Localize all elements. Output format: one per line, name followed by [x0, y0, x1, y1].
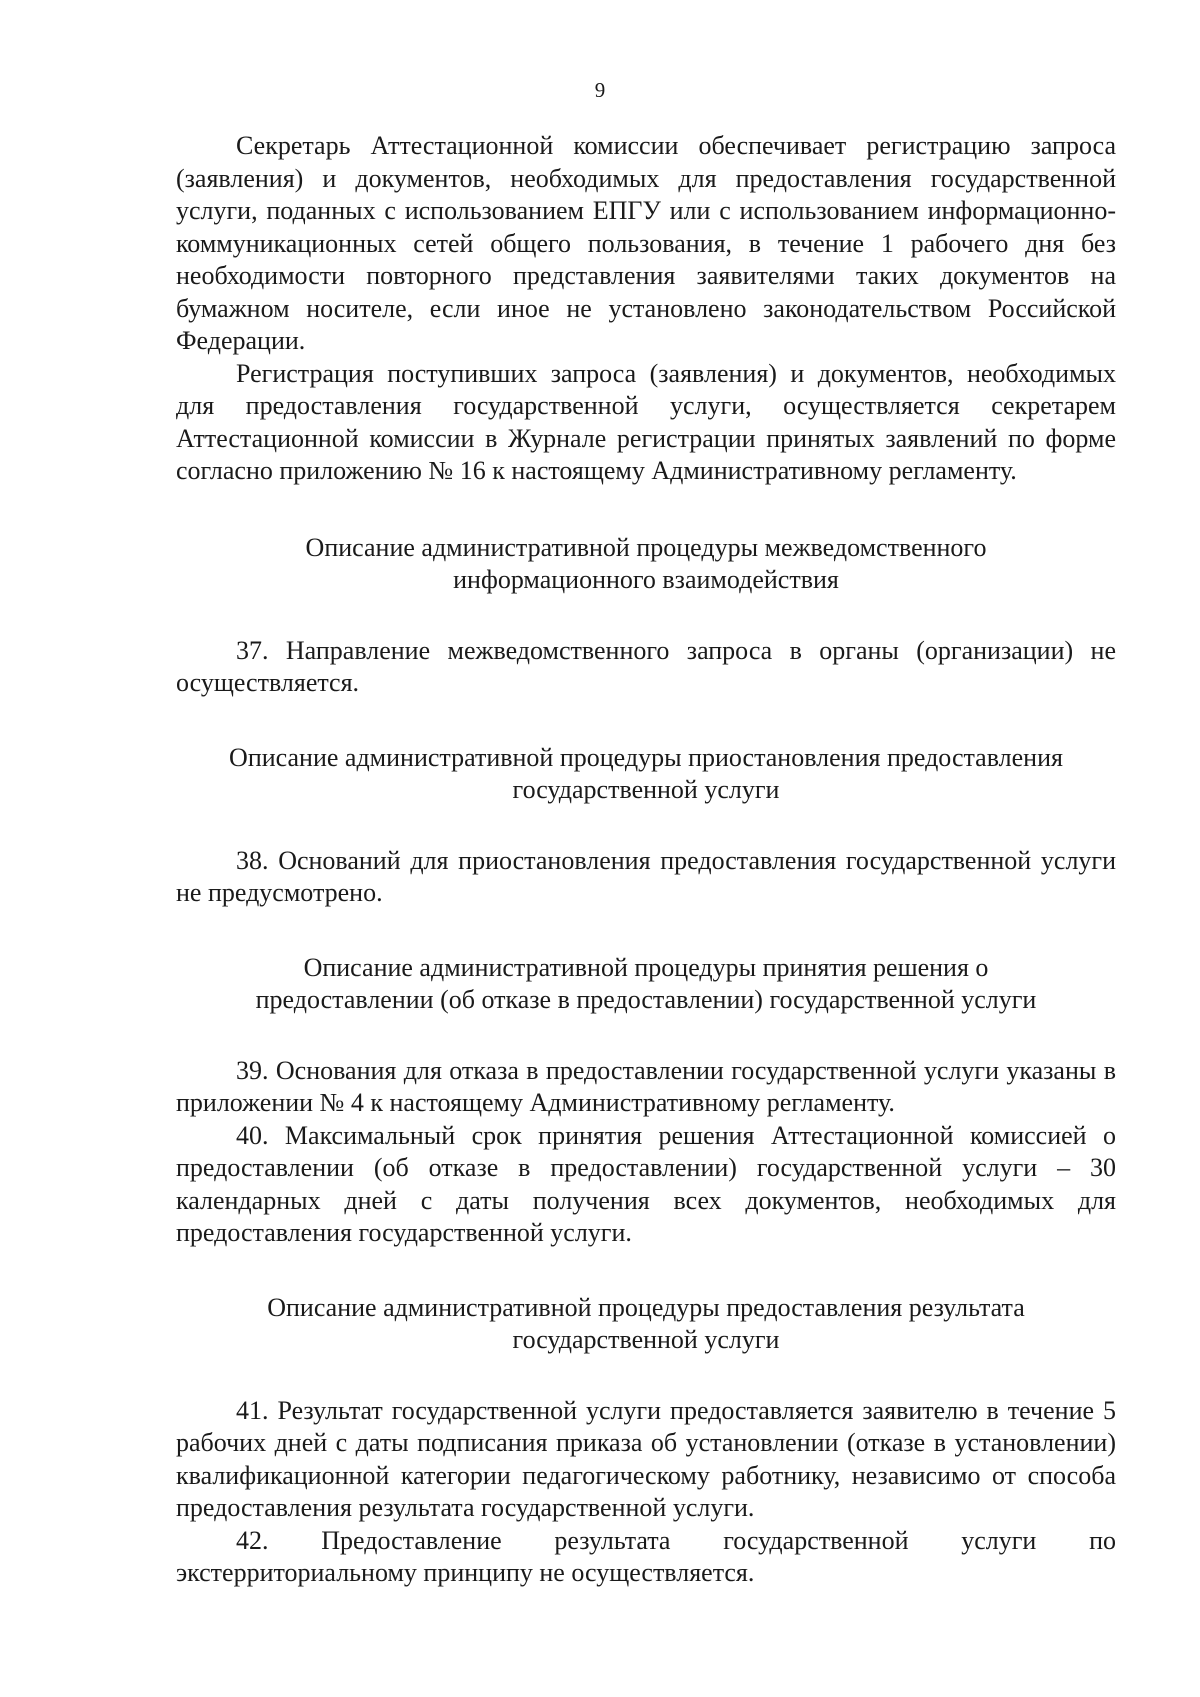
section-heading-interagency	[206, 532, 1086, 597]
section-heading-suspension	[206, 742, 1086, 807]
clause-39: 39. Основания для отказа в предоставлении государственной услуги указаны в приложении № 4 к настоящему Административному регламенту.	[176, 1055, 1116, 1117]
heading-line: предоставлении (об отказе в предоставлении) государственной услуги	[255, 985, 1037, 1014]
clause-41: 41. Результат государственной услуги предоставляется заявителю в течение 5 рабочих дней с даты подписания приказа об установлении (отказе в установлении) квалификационной категории педагогическому работнику, независимо от способа предоставления результата государственной услуги.	[176, 1395, 1116, 1522]
page-number: 9	[594, 78, 606, 102]
clause-37: 37. Направление межведомственного запроса в органы (организации) не осуществляется.	[176, 635, 1116, 697]
heading-line: Описание административной процедуры приостановления предоставления	[229, 742, 1063, 772]
section-heading-decision	[206, 952, 1086, 1017]
paragraph-registration-journal: Регистрация поступивших запроса (заявления) и документов, необходимых для предоставления государственной услуги, осуществляется секретарем Аттестационной комиссии в Журнале регистрации принятых заявлений по форме согласно приложению № 16 к настоящему Административному регламенту.	[176, 358, 1116, 485]
section-heading-result	[206, 1292, 1086, 1357]
paragraph-registration-epgu: Секретарь Аттестационной комиссии обеспечивает регистрацию запроса (заявления) и документов, необходимых для предоставления государственной услуги, поданных с использованием ЕПГУ или с использованием информационно-коммуникационных сетей общего пользования, в течение 1 рабочего дня без необходимости повторного представления заявителями таких документов на бумажном носителе, если иное не установлено законодательством Российской Федерации.	[176, 131, 1116, 355]
heading-line: государственной услуги	[512, 1325, 780, 1354]
page-content	[176, 130, 1116, 1590]
clause-38: 38. Оснований для приостановления предоставления государственной услуги не предусмотрено.	[176, 845, 1116, 907]
heading-line: государственной услуги	[512, 775, 780, 804]
heading-line: Описание административной процедуры предоставления результата	[267, 1292, 1025, 1322]
heading-line: информационного взаимодействия	[453, 565, 839, 594]
heading-line: Описание административной процедуры межведомственного	[305, 532, 987, 562]
clause-42: 42. Предоставление результата государственной услуги по экстерриториальному принципу не осуществляется.	[176, 1525, 1116, 1587]
clause-40: 40. Максимальный срок принятия решения Аттестационной комиссией о предоставлении (об отказе в предоставлении) государственной услуги – 30 календарных дней с даты получения всех документов, необходимых для предоставления государственной услуги.	[176, 1120, 1116, 1247]
heading-line: Описание административной процедуры принятия решения о	[303, 952, 989, 982]
